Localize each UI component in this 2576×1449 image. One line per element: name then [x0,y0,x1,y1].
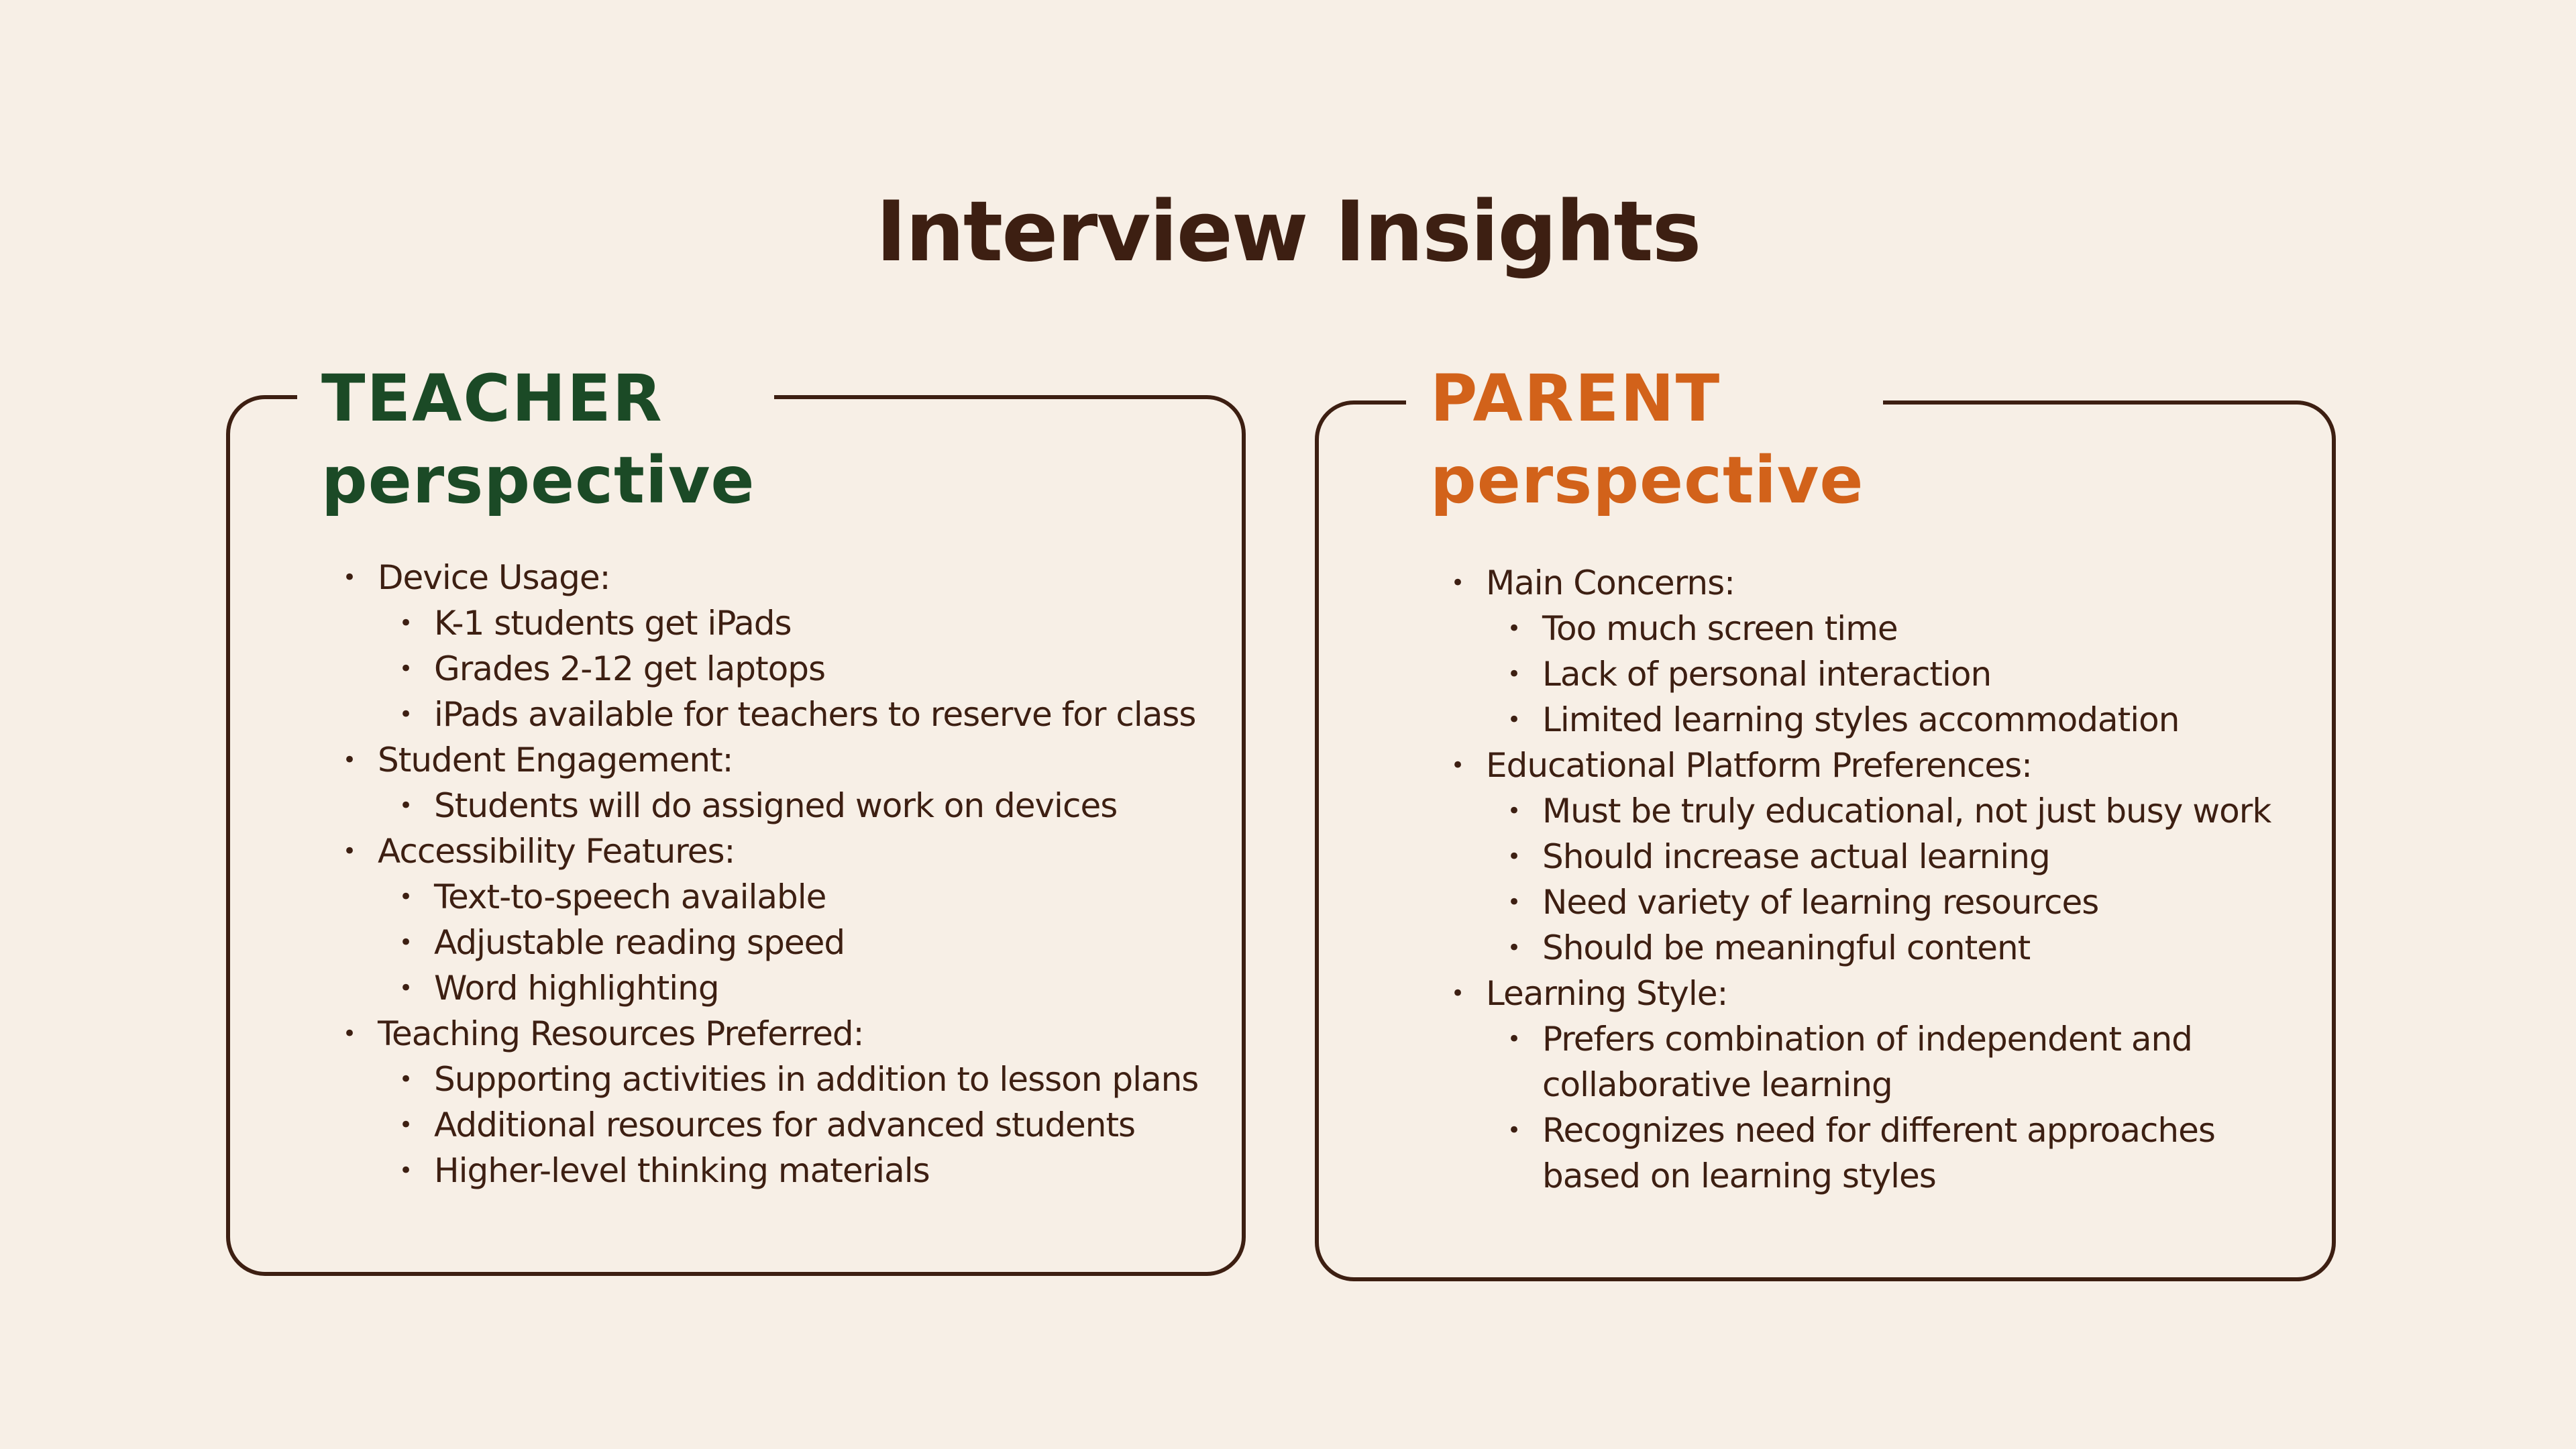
bullet-text: Too much screen time [1542,609,1898,648]
bullet-text: Limited learning styles accommodation [1542,700,2180,739]
bullet-text: Should increase actual learning [1542,837,2050,876]
bullet-text: Educational Platform Preferences: [1486,746,2033,785]
bullet-text: K-1 students get iPads [434,604,792,643]
bullet-icon: • [343,838,356,865]
bullet-icon: • [343,747,356,773]
bullet-icon: • [399,610,413,637]
bullet-item [343,965,1228,1011]
bullet-item [343,646,1228,692]
bullet-item [343,874,1228,920]
parent-heading [1406,358,1883,521]
bullet-text: Device Usage: [378,558,610,597]
bullet-icon: • [1507,706,1521,733]
bullet-item [1451,606,2316,651]
bullet-heading [1451,560,2316,606]
bullet-text: Should be meaningful content [1542,928,2031,967]
teacher-heading-label: TEACHER [321,361,663,436]
bullet-icon: • [399,1157,413,1184]
bullet-icon: • [399,792,413,819]
bullet-icon: • [1507,798,1521,824]
bullet-icon: • [1507,934,1521,961]
bullet-text: Higher-level thinking materials [434,1151,930,1190]
bullet-heading [343,828,1228,874]
bullet-text: Text-to-speech available [434,877,826,916]
bullet-text: Accessibility Features: [378,832,735,871]
bullet-icon: • [1507,1026,1521,1053]
parent-bullet-list [1451,560,2316,1199]
bullet-icon: • [343,1020,356,1047]
bullet-icon: • [399,1112,413,1138]
teacher-heading [297,358,774,521]
bullet-icon: • [1507,661,1521,688]
bullet-heading [1451,743,2316,788]
teacher-heading-subtitle: perspective [321,443,755,518]
bullet-item [1451,879,2316,925]
bullet-heading [343,737,1228,783]
bullet-text: Recognizes need for different approaches based on learning styles [1542,1111,2215,1195]
teacher-bullet-list [343,555,1228,1193]
bullet-icon: • [1451,570,1464,596]
bullet-icon: • [399,655,413,682]
parent-heading-subtitle: perspective [1430,443,1864,518]
teacher-perspective-card [226,361,1246,1276]
bullet-icon: • [399,1066,413,1093]
bullet-text: Learning Style: [1486,974,1728,1013]
bullet-text: iPads available for teachers to reserve for class [434,695,1196,734]
bullet-icon: • [1451,752,1464,779]
bullet-icon: • [1507,843,1521,870]
bullet-heading [343,555,1228,600]
bullet-item [1451,925,2316,971]
bullet-item [1451,651,2316,697]
bullet-item [343,920,1228,965]
bullet-icon: • [399,883,413,910]
bullet-text: Teaching Resources Preferred: [378,1014,864,1053]
bullet-item [1451,697,2316,743]
bullet-text: Students will do assigned work on devices [434,786,1118,825]
bullet-icon: • [343,564,356,591]
parent-perspective-card [1315,361,2336,1281]
bullet-text: Grades 2-12 get laptops [434,649,826,688]
bullet-icon: • [1507,1117,1521,1144]
bullet-item [343,1102,1228,1148]
bullet-text: Word highlighting [434,969,719,1008]
bullet-item [343,1148,1228,1193]
bullet-item [343,783,1228,828]
bullet-icon: • [1507,615,1521,642]
bullet-text: Prefers combination of independent and collaborative learning [1542,1020,2192,1104]
bullet-text: Supporting activities in addition to lesson plans [434,1060,1199,1099]
bullet-text: Lack of personal interaction [1542,655,1992,694]
bullet-text: Must be truly educational, not just busy work [1542,792,2271,830]
bullet-icon: • [399,975,413,1002]
bullet-text: Need variety of learning resources [1542,883,2099,922]
bullet-text: Main Concerns: [1486,564,1735,602]
bullet-text: Adjustable reading speed [434,923,845,962]
bullet-item [343,1057,1228,1102]
bullet-item [1451,834,2316,879]
bullet-item [343,692,1228,737]
page-title: Interview Insights [875,184,1701,281]
bullet-icon: • [1451,980,1464,1007]
bullet-text: Student Engagement: [378,741,733,780]
bullet-item [1451,788,2316,834]
bullet-icon: • [399,929,413,956]
bullet-item [1451,1016,2316,1108]
parent-heading-label: PARENT [1430,361,1721,436]
bullet-heading [1451,971,2316,1016]
bullet-item [1451,1108,2316,1199]
bullet-icon: • [1507,889,1521,916]
bullet-item [343,600,1228,646]
bullet-text: Additional resources for advanced students [434,1106,1136,1144]
bullet-heading [343,1011,1228,1057]
bullet-icon: • [399,701,413,728]
